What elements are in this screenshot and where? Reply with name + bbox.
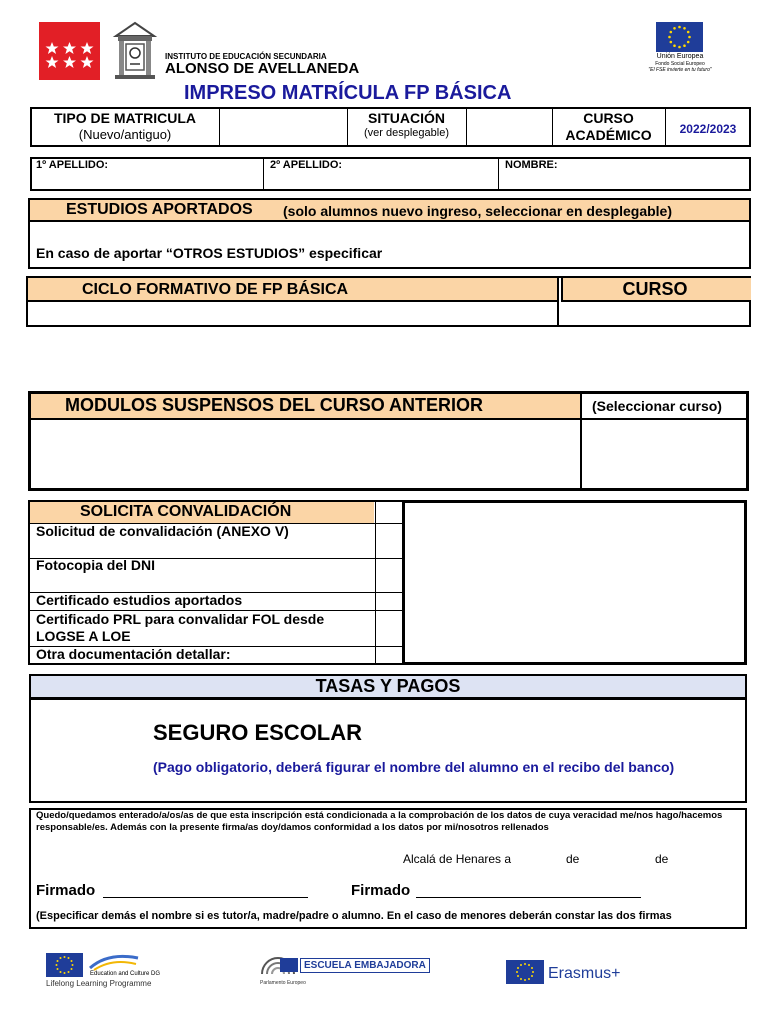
curso-academico-label-1: CURSO bbox=[583, 110, 634, 126]
tipo-matricula-field[interactable] bbox=[220, 109, 346, 145]
llp-swoosh-icon bbox=[88, 950, 140, 972]
eu-flag-icon bbox=[656, 22, 703, 52]
firmado-label: Firmado bbox=[36, 882, 96, 899]
pago-obligatorio-note: (Pago obligatorio, deberá figurar el nombre del alumno en el recibo del banco) bbox=[153, 759, 675, 775]
convalidacion-checkbox[interactable] bbox=[377, 594, 401, 609]
eu-flag-icon bbox=[280, 958, 298, 972]
eu-name: Unión Europea bbox=[656, 53, 704, 60]
convalidacion-checkbox[interactable] bbox=[377, 648, 401, 662]
ciclo-select[interactable] bbox=[30, 303, 555, 325]
apellido2-label: 2º APELLIDO: bbox=[270, 159, 343, 171]
ciclo-header-label: CICLO FORMATIVO DE FP BÁSICA bbox=[82, 281, 349, 298]
apellido1-label: 1º APELLIDO: bbox=[36, 159, 109, 171]
institute-emblem-icon bbox=[112, 20, 158, 82]
convalidacion-item: Solicitud de convalidación (ANEXO V) bbox=[36, 523, 289, 539]
convalidacion-item: Certificado PRL para convalidar FOL desde LOGSE A LOE bbox=[36, 611, 325, 644]
situacion-select[interactable] bbox=[467, 109, 551, 145]
firma-line[interactable] bbox=[103, 897, 308, 898]
institute-name: ALONSO DE AVELLANEDA bbox=[165, 60, 360, 77]
otros-estudios-field[interactable] bbox=[440, 240, 746, 264]
curso-header-label: CURSO bbox=[622, 279, 688, 299]
fecha-de-label: de bbox=[655, 852, 669, 866]
escuela-embajadora-label: ESCUELA EMBAJADORA bbox=[300, 958, 430, 973]
firma-nota: (Especificar demás el nombre si es tutor/a, madre/padre o alumno. En el caso de menores deberán constar las dos firmas bbox=[36, 910, 672, 922]
nombre-label: NOMBRE: bbox=[505, 159, 558, 171]
estudios-header bbox=[30, 200, 749, 222]
madrid-stars-icon bbox=[39, 22, 100, 80]
fecha-de-label: de bbox=[566, 852, 580, 866]
erasmus-label: Erasmus+ bbox=[548, 965, 621, 982]
modulos-select-label: (Seleccionar curso) bbox=[592, 398, 722, 414]
convalidacion-notes-box[interactable] bbox=[402, 500, 747, 665]
convalidacion-checkbox[interactable] bbox=[377, 525, 401, 557]
estudios-header-sub: (solo alumnos nuevo ingreso, seleccionar en desplegable) bbox=[283, 203, 672, 219]
tasas-header-label: TASAS Y PAGOS bbox=[315, 676, 461, 696]
tipo-matricula-hint: (Nuevo/antiguo) bbox=[78, 127, 172, 142]
situacion-label: SITUACIÓN bbox=[368, 110, 445, 126]
modulos-suspensos-field[interactable] bbox=[33, 422, 578, 486]
eu-flag-icon bbox=[506, 960, 544, 984]
otros-estudios-label: En caso de aportar “OTROS ESTUDIOS” especificar bbox=[36, 245, 383, 261]
situacion-hint: (ver desplegable) bbox=[364, 127, 449, 139]
convalidacion-item: Otra documentación detallar: bbox=[36, 646, 231, 662]
modulos-header-label: MODULOS SUSPENSOS DEL CURSO ANTERIOR bbox=[65, 395, 484, 415]
estudios-header-main: ESTUDIOS APORTADOS bbox=[66, 201, 253, 218]
convalidacion-item: Certificado estudios aportados bbox=[36, 592, 243, 608]
firmado-label: Firmado bbox=[351, 882, 411, 899]
llp-label: Lifelong Learning Programme bbox=[46, 979, 152, 988]
curso-academico-label-2: ACADÉMICO bbox=[565, 127, 652, 143]
modulos-curso-select[interactable] bbox=[584, 422, 745, 486]
apellido2-field[interactable] bbox=[266, 172, 496, 189]
institute-type-label: INSTITUTO DE EDUCACIÓN SECUNDARIA bbox=[165, 52, 327, 61]
eu-flag-icon bbox=[46, 953, 83, 977]
seguro-escolar-label: SEGURO ESCOLAR bbox=[153, 720, 363, 745]
curso-select[interactable] bbox=[561, 303, 748, 325]
convalidacion-checkbox[interactable] bbox=[377, 612, 401, 645]
disclaimer-text: Quedo/quedamos enterado/a/os/as de que esta inscripción está condicionada a la comprobación de los datos de cuya veracidad me/nos hago/hacemos responsable/es. Además con la presente firma/as doy/damos conformidad a los datos por mi/nosotros rellenados bbox=[36, 810, 723, 833]
convalidacion-checkbox[interactable] bbox=[377, 560, 401, 591]
firma-line[interactable] bbox=[416, 897, 641, 898]
nombre-field[interactable] bbox=[501, 172, 748, 189]
eu-motto: "El FSE invierte en tu futuro" bbox=[648, 67, 712, 73]
lugar-label: Alcalá de Henares a bbox=[403, 852, 512, 866]
tasas-section bbox=[29, 698, 747, 803]
form-title: IMPRESO MATRÍCULA FP BÁSICA bbox=[184, 82, 512, 104]
eu-fund: Fondo Social Europeo bbox=[655, 61, 705, 67]
madrid-logo bbox=[39, 22, 100, 80]
parlamento-label: Parlamento Europeo bbox=[260, 980, 306, 986]
tipo-matricula-label: TIPO DE MATRICULA bbox=[53, 110, 197, 126]
apellido1-field[interactable] bbox=[33, 172, 261, 189]
convalidacion-item: Fotocopia del DNI bbox=[36, 557, 155, 573]
education-culture-label: Education and Culture DG bbox=[90, 971, 161, 977]
curso-academico-value[interactable]: 2022/2023 bbox=[679, 122, 737, 136]
convalidacion-header-label: SOLICITA CONVALIDACIÓN bbox=[80, 503, 292, 520]
